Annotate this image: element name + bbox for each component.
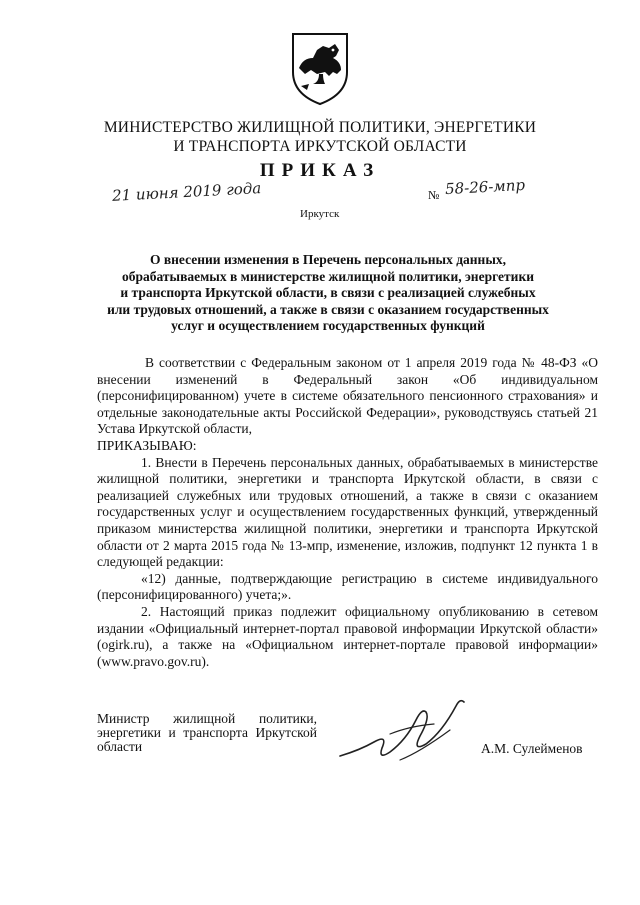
number-prefix: № <box>428 188 440 202</box>
city-name: Иркутск <box>300 208 340 220</box>
signer-title: Министр жилищной политики, энергетики и транспорта Иркутской области <box>97 711 317 754</box>
signature-icon <box>330 690 490 780</box>
coat-of-arms-icon <box>289 28 351 106</box>
order-body <box>97 355 598 670</box>
subject-line: и транспорта Иркутской области, в связи с реализацией служебных <box>120 285 536 301</box>
ministry-line-2: И ТРАНСПОРТА ИРКУТСКОЙ ОБЛАСТИ <box>173 138 467 155</box>
ministry-line-1: МИНИСТЕРСТВО ЖИЛИЩНОЙ ПОЛИТИКИ, ЭНЕРГЕТИКИ <box>103 119 537 136</box>
subject-line: или трудовых отношений, а также в связи с оказанием государственных <box>107 301 549 317</box>
order-subject <box>96 252 560 335</box>
handwritten-date: 21 июня 2019 года <box>111 179 262 205</box>
subject-line: О внесении изменения в Перечень персональных данных, <box>149 252 506 267</box>
item-1-quote: «12) данные, подтверждающие регистрацию в системе индивидуального (персонифицированного) учета;». <box>97 570 598 603</box>
subject-line: услуг и осуществлением государственных функций <box>171 318 485 334</box>
signer-name: А.М. Сулейменов <box>481 741 583 756</box>
document-type: ПРИКАЗ <box>259 160 381 181</box>
handwritten-number: 58-26-мпр <box>444 175 526 199</box>
item-2-paragraph: 2. Настоящий приказ подлежит официальному опубликованию в сетевом издании «Официальный интернет-портал правовой информации Иркутской области» (ogirk.ru), а также на «Официальном интернет-портале правовой информации» (www.pravo.gov.ru). <box>97 603 598 669</box>
item-1-paragraph: 1. Внести в Перечень персональных данных, обрабатываемых в министерстве жилищной политики, энергетики и транспорта Иркутской области, в связи с реализацией служебных или трудовых отношений, а также в связи с оказанием государственных услуг и осуществлением государственных функций, утвержденный приказом министерства жилищной политики, энергетики и транспорта Иркутской области от 2 марта 2015 года № 13-мпр, изменение, изложив, подпункт 12 пункта 1 в следующей редакции: <box>97 454 598 570</box>
ministry-name <box>0 118 640 156</box>
order-word: ПРИКАЗЫВАЮ: <box>97 437 197 453</box>
subject-line: обрабатываемых в министерстве жилищной политики, энергетики <box>121 268 534 284</box>
preamble-paragraph: В соответствии с Федеральным законом от 1 апреля 2019 года № 48-ФЗ «О внесении изменений в Федеральный закон «Об индивидуальном (персонифицированном) учете в системе обязательного пенсионного страхования» и отдельные законодательные акты Российской Федерации», руководствуясь статьей 21 Устава Иркутской области, <box>97 355 598 437</box>
